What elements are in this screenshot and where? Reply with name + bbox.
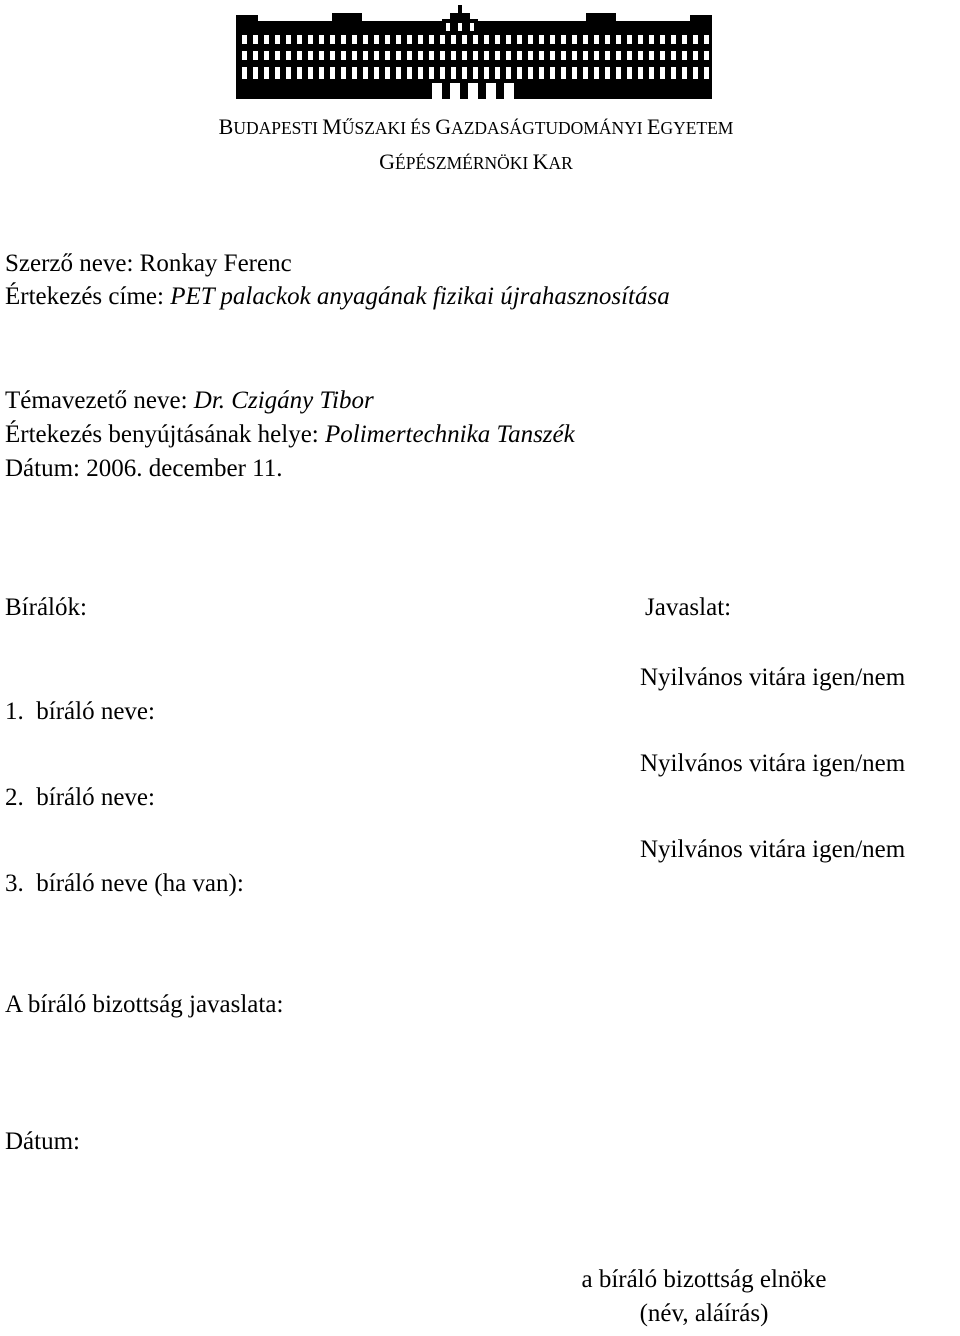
university-name-rest-0: UDAPESTI bbox=[233, 118, 323, 138]
signature-title: a bíráló bizottság elnöke bbox=[581, 1266, 827, 1293]
university-name-cap-1: M bbox=[322, 114, 342, 139]
reviewer-3-label: 3. bíráló neve (ha van): bbox=[5, 870, 244, 897]
university-name-cap-0: B bbox=[218, 114, 234, 139]
university-name-cap-2: G bbox=[435, 114, 452, 139]
committee-proposal-label: A bíráló bizottság javaslata: bbox=[5, 991, 284, 1018]
author-label: Szerző neve: bbox=[5, 250, 140, 277]
faculty-name bbox=[0, 149, 952, 174]
submission-place-label: Értekezés benyújtásának helye: bbox=[5, 421, 325, 448]
faculty-name-rest-1: AR bbox=[548, 153, 573, 173]
submission-place-line bbox=[5, 421, 575, 450]
university-name-rest-3: GYETEM bbox=[660, 118, 734, 138]
supervisor-value: Dr. Czigány Tibor bbox=[193, 387, 374, 414]
university-name-cap-3: E bbox=[647, 114, 661, 139]
final-date-label: Dátum: bbox=[5, 1128, 80, 1155]
thesis-title-line bbox=[5, 283, 670, 312]
reviewers-heading: Bírálók: bbox=[5, 594, 87, 621]
reviewer-1-proposal: Nyilvános vitára igen/nem bbox=[640, 664, 906, 691]
university-name bbox=[0, 114, 952, 139]
reviewer-2-label: 2. bíráló neve: bbox=[5, 784, 155, 811]
reviewer-2-proposal: Nyilvános vitára igen/nem bbox=[640, 750, 906, 777]
reviewer-3-proposal: Nyilvános vitára igen/nem bbox=[640, 836, 906, 863]
submission-place-value: Polimertechnika Tanszék bbox=[325, 421, 575, 448]
reviewer-1-label: 1. bíráló neve: bbox=[5, 698, 155, 725]
author-line bbox=[5, 250, 292, 279]
signature-subtitle: (név, aláírás) bbox=[639, 1300, 769, 1327]
proposal-heading: Javaslat: bbox=[645, 594, 732, 621]
university-building-logo bbox=[236, 5, 712, 99]
faculty-name-cap-1: K bbox=[532, 149, 549, 174]
university-name-rest-1: ŰSZAKI ÉS bbox=[341, 118, 436, 138]
date-line bbox=[5, 455, 282, 484]
thesis-title-label: Értekezés címe: bbox=[5, 283, 171, 310]
faculty-name-rest-0: ÉPÉSZMÉRNÖKI bbox=[395, 153, 533, 173]
faculty-name-cap-0: G bbox=[379, 149, 396, 174]
thesis-title-value: PET palackok anyagának fizikai újrahasznosítása bbox=[170, 283, 670, 310]
author-value: Ronkay Ferenc bbox=[139, 250, 292, 277]
supervisor-line bbox=[5, 387, 374, 416]
date-label: Dátum: bbox=[5, 455, 87, 482]
supervisor-label: Témavezető neve: bbox=[5, 387, 194, 414]
university-name-rest-2: AZDASÁGTUDOMÁNYI bbox=[451, 118, 647, 138]
date-value: 2006. december 11. bbox=[86, 455, 283, 482]
